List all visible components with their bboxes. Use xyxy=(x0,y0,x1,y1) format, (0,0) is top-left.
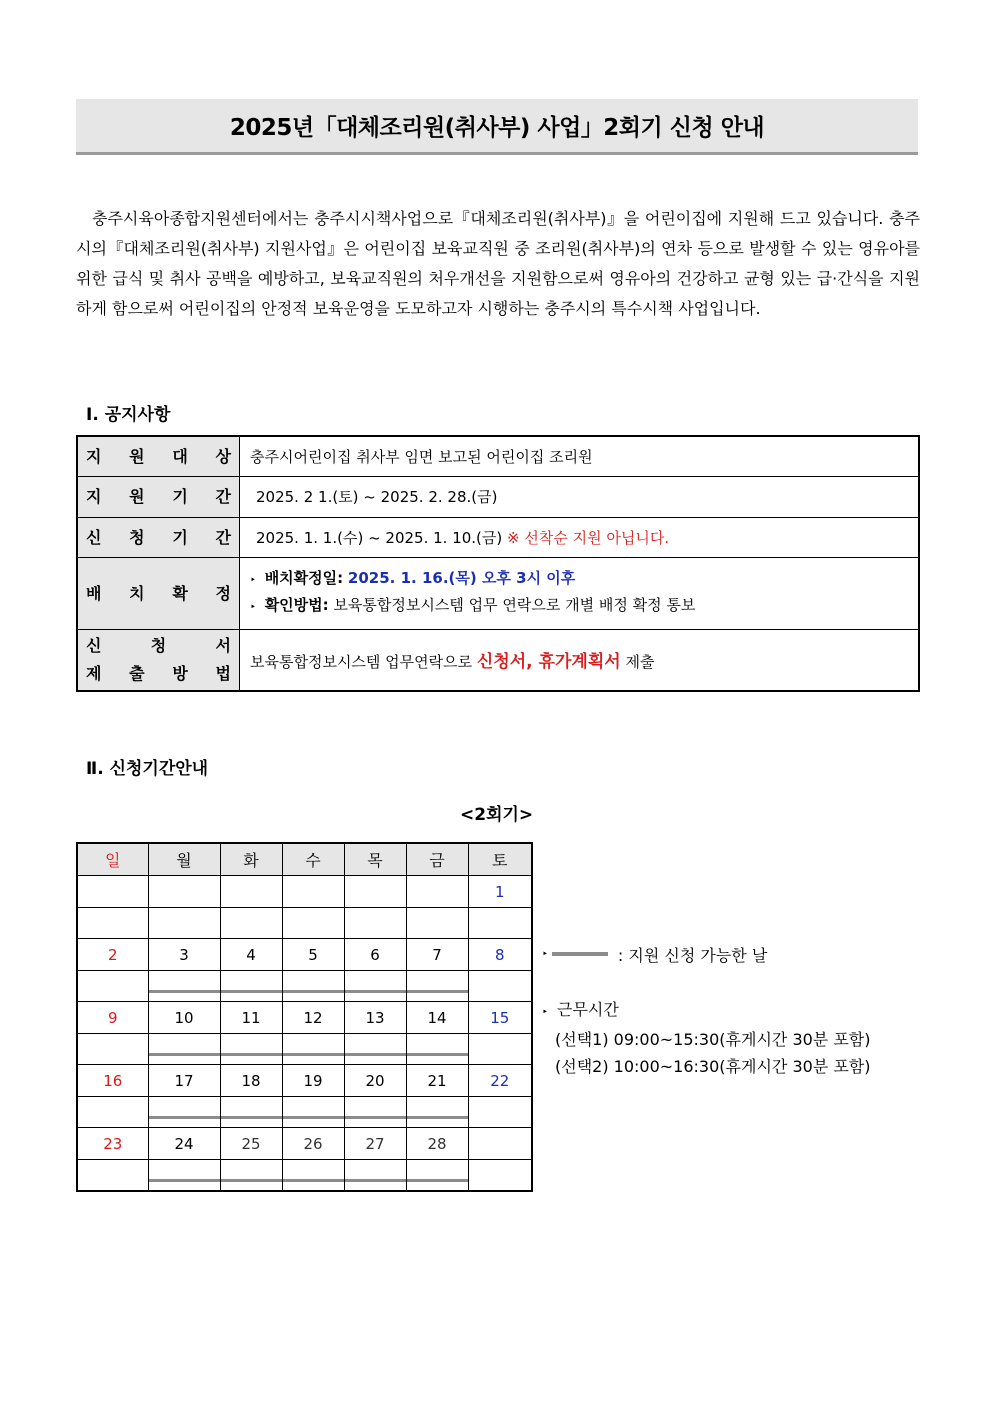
calendar-date-row xyxy=(77,1128,532,1160)
calendar-date-cell xyxy=(406,876,468,908)
submit-prefix: 보육통합정보시스템 업무연락으로 xyxy=(250,653,473,672)
value-submit xyxy=(240,629,920,691)
section-heading-schedule: Ⅱ. 신청기간안내 xyxy=(86,759,209,779)
label-char: 원 xyxy=(129,487,145,506)
calendar-date-cell: 6 xyxy=(344,939,406,971)
calendar-date-cell: 15 xyxy=(468,1002,532,1034)
calendar-mark-cell xyxy=(406,1160,468,1192)
calendar-mark-row xyxy=(77,1160,532,1192)
calendar-date-cell: 27 xyxy=(344,1128,406,1160)
label-char: 기 xyxy=(172,487,188,506)
available-day-line xyxy=(149,1053,220,1056)
calendar-mark-cell xyxy=(344,1160,406,1192)
calendar-mark-cell xyxy=(77,971,148,1002)
calendar-date-cell: 25 xyxy=(220,1128,282,1160)
weekday-header: 수 xyxy=(282,843,344,876)
label-target xyxy=(77,436,240,476)
calendar-mark-cell xyxy=(77,1034,148,1065)
label-char: 대 xyxy=(172,446,188,466)
calendar-date-cell xyxy=(220,876,282,908)
available-day-line xyxy=(149,1116,220,1119)
confirm-method-value: 보육통합정보시스템 업무 연락으로 개별 배정 확정 통보 xyxy=(333,596,696,614)
calendar-caption: <2회기> xyxy=(460,805,534,825)
weekday-header: 금 xyxy=(406,843,468,876)
available-day-line xyxy=(221,1116,282,1119)
weekday-header: 화 xyxy=(220,843,282,876)
available-day-line xyxy=(345,1116,406,1119)
page-title: 2025년「대체조리원(취사부) 사업」2회기 신청 안내 xyxy=(229,115,765,141)
calendar-mark-cell xyxy=(344,1034,406,1065)
label-char: 제 xyxy=(86,663,102,683)
confirm-date-label: 배치확정일: xyxy=(264,569,344,587)
calendar-mark-cell xyxy=(406,971,468,1002)
work-hours-title: 근무시간 xyxy=(557,1000,619,1019)
apply-dates: 2025. 1. 1.(수) ~ 2025. 1. 10.(금) xyxy=(256,528,503,547)
calendar-date-row xyxy=(77,939,532,971)
value-target: 충주시어린이집 취사부 임면 보고된 어린이집 조리원 xyxy=(240,436,920,476)
label-char: 청 xyxy=(129,527,145,547)
calendar-mark-cell xyxy=(468,908,532,939)
notice-row-apply xyxy=(77,517,919,557)
confirm-method-line xyxy=(250,593,908,620)
weekday-header: 월 xyxy=(148,843,220,876)
label-char: 법 xyxy=(215,663,231,683)
bullet-icon: ‣ xyxy=(542,1007,548,1018)
calendar-date-row xyxy=(77,1065,532,1097)
work-option-1: (선택1) 09:00~15:30(휴게시간 30분 포함) xyxy=(555,1030,871,1049)
submit-docs: 신청서, 휴가계획서 xyxy=(476,652,621,673)
available-day-line xyxy=(149,990,220,993)
calendar-date-cell xyxy=(148,876,220,908)
calendar-mark-cell xyxy=(468,971,532,1002)
apply-note: ※ 선착순 지원 아닙니다. xyxy=(507,528,670,547)
calendar-mark-cell xyxy=(220,1034,282,1065)
label-confirm xyxy=(77,557,240,629)
calendar-mark-cell xyxy=(220,1097,282,1128)
notice-row-confirm xyxy=(77,557,919,629)
label-char: 서 xyxy=(215,635,231,655)
legend-line-text: : 지원 신청 가능한 날 xyxy=(617,945,768,965)
title-box xyxy=(76,99,918,155)
value-period: 2025. 2 1.(토) ~ 2025. 2. 28.(금) xyxy=(240,476,920,517)
label-char: 신 xyxy=(86,635,102,655)
legend-line-swatch xyxy=(552,952,608,956)
notice-table xyxy=(76,435,920,692)
calendar-mark-cell xyxy=(148,1034,220,1065)
label-char: 지 xyxy=(86,487,102,506)
label-char: 지 xyxy=(86,446,102,466)
available-day-line xyxy=(407,1053,468,1056)
calendar-date-cell xyxy=(282,876,344,908)
calendar-date-cell: 17 xyxy=(148,1065,220,1097)
label-char: 출 xyxy=(129,663,145,683)
calendar-mark-cell xyxy=(282,971,344,1002)
available-day-line xyxy=(221,1053,282,1056)
calendar-mark-row xyxy=(77,1097,532,1128)
available-day-line xyxy=(345,1179,406,1182)
calendar-date-cell xyxy=(77,876,148,908)
notice-row-period xyxy=(77,476,919,517)
calendar-date-cell: 1 xyxy=(468,876,532,908)
label-char: 정 xyxy=(215,583,231,603)
label-submit xyxy=(77,629,240,691)
calendar-legend xyxy=(542,942,767,966)
bullet-icon: ‣ xyxy=(250,575,256,586)
calendar-date-cell: 19 xyxy=(282,1065,344,1097)
confirm-date-line xyxy=(250,566,908,593)
calendar-date-cell: 5 xyxy=(282,939,344,971)
available-day-line xyxy=(345,990,406,993)
calendar-date-cell xyxy=(344,876,406,908)
work-option-2: (선택2) 10:00~16:30(휴게시간 30분 포함) xyxy=(555,1057,871,1076)
calendar-mark-row xyxy=(77,908,532,939)
calendar-date-cell: 11 xyxy=(220,1002,282,1034)
label-char: 신 xyxy=(86,527,102,547)
calendar-mark-cell xyxy=(77,1097,148,1128)
confirm-method-label: 확인방법: xyxy=(264,596,329,614)
calendar-date-cell: 13 xyxy=(344,1002,406,1034)
value-confirm xyxy=(240,557,920,629)
label-char: 상 xyxy=(215,446,231,466)
submit-suffix: 제출 xyxy=(625,653,655,672)
weekday-header: 일 xyxy=(77,843,148,876)
calendar-date-cell: 28 xyxy=(406,1128,468,1160)
calendar-date-cell: 3 xyxy=(148,939,220,971)
calendar-date-cell: 26 xyxy=(282,1128,344,1160)
calendar-date-cell: 18 xyxy=(220,1065,282,1097)
label-char: 청 xyxy=(150,635,167,655)
calendar-mark-row xyxy=(77,971,532,1002)
calendar-date-cell: 23 xyxy=(77,1128,148,1160)
calendar-date-cell: 10 xyxy=(148,1002,220,1034)
calendar-date-cell: 4 xyxy=(220,939,282,971)
calendar-mark-row xyxy=(77,1034,532,1065)
calendar-mark-cell xyxy=(282,1097,344,1128)
calendar-mark-cell xyxy=(468,1034,532,1065)
weekday-header: 목 xyxy=(344,843,406,876)
calendar-mark-cell xyxy=(406,1097,468,1128)
available-day-line xyxy=(345,1053,406,1056)
label-period xyxy=(77,476,240,517)
calendar-mark-cell xyxy=(220,1160,282,1192)
calendar-date-row xyxy=(77,876,532,908)
calendar-mark-cell xyxy=(77,1160,148,1192)
section-heading-notice: Ⅰ. 공지사항 xyxy=(86,405,171,425)
calendar-mark-cell xyxy=(282,1160,344,1192)
calendar-date-cell: 20 xyxy=(344,1065,406,1097)
calendar-mark-cell xyxy=(344,1097,406,1128)
confirm-date-value: 2025. 1. 16.(목) 오후 3시 이후 xyxy=(347,569,576,587)
calendar-date-cell: 24 xyxy=(148,1128,220,1160)
calendar-date-cell: 22 xyxy=(468,1065,532,1097)
work-hours xyxy=(542,996,871,1080)
bullet-icon: ‣ xyxy=(250,602,256,613)
intro-paragraph xyxy=(76,204,920,324)
available-day-line xyxy=(407,990,468,993)
calendar-mark-cell xyxy=(406,908,468,939)
calendar-mark-cell xyxy=(77,908,148,939)
calendar-date-cell: 16 xyxy=(77,1065,148,1097)
label-char: 배 xyxy=(86,583,102,603)
calendar-mark-cell xyxy=(220,908,282,939)
calendar-mark-cell xyxy=(282,908,344,939)
label-char: 간 xyxy=(215,487,231,506)
calendar-date-cell: 21 xyxy=(406,1065,468,1097)
available-day-line xyxy=(407,1179,468,1182)
calendar-mark-cell xyxy=(148,1097,220,1128)
calendar-date-cell: 8 xyxy=(468,939,532,971)
available-day-line xyxy=(407,1116,468,1119)
bullet-icon: ‣ xyxy=(542,948,548,960)
calendar-table xyxy=(76,842,533,1192)
notice-row-submit xyxy=(77,629,919,691)
calendar-mark-cell xyxy=(148,971,220,1002)
available-day-line xyxy=(221,1179,282,1182)
available-day-line xyxy=(283,1116,344,1119)
value-apply xyxy=(240,517,920,557)
label-char: 방 xyxy=(172,663,188,683)
calendar-date-cell xyxy=(468,1128,532,1160)
notice-row-target xyxy=(77,436,919,476)
intro-text: 충주시육아종합지원센터에서는 충주시시책사업으로『대체조리원(취사부)』을 어린이집에 지원해 드고 있습니다. 충주시의『대체조리원(취사부) 지원사업』은 어린이집 보육교직원 중 조리원(취사부)의 연차 등으로 발생할 수 있는 영유아를 위한 급식 및 취사 공백을 예방하고, 보육교직원의 처우개선을 지원함으로써 영유아의 건강하고 균형 있는 급·간식을 지원하게 함으로써 어린이집의 안정적 보육운영을 도모하고자 시행하는 충주시의 특수시책 사업입니다. xyxy=(76,209,920,318)
calendar-mark-cell xyxy=(406,1034,468,1065)
available-day-line xyxy=(149,1179,220,1182)
calendar-mark-cell xyxy=(344,971,406,1002)
calendar-header-row xyxy=(77,843,532,876)
calendar-mark-cell xyxy=(282,1034,344,1065)
calendar-mark-cell xyxy=(468,1160,532,1192)
label-char: 간 xyxy=(215,527,231,547)
available-day-line xyxy=(221,990,282,993)
label-char: 확 xyxy=(172,583,188,603)
label-char: 치 xyxy=(129,583,145,603)
calendar-mark-cell xyxy=(220,971,282,1002)
calendar-date-cell: 14 xyxy=(406,1002,468,1034)
calendar-date-cell: 2 xyxy=(77,939,148,971)
calendar-mark-cell xyxy=(468,1097,532,1128)
calendar-mark-cell xyxy=(148,908,220,939)
available-day-line xyxy=(283,990,344,993)
label-apply xyxy=(77,517,240,557)
weekday-header: 토 xyxy=(468,843,532,876)
available-day-line xyxy=(283,1053,344,1056)
calendar-date-cell: 7 xyxy=(406,939,468,971)
label-char: 기 xyxy=(172,527,188,547)
available-day-line xyxy=(283,1179,344,1182)
label-char: 원 xyxy=(129,446,145,466)
calendar-mark-cell xyxy=(148,1160,220,1192)
calendar-mark-cell xyxy=(344,908,406,939)
calendar-date-cell: 9 xyxy=(77,1002,148,1034)
calendar-date-row xyxy=(77,1002,532,1034)
calendar-date-cell: 12 xyxy=(282,1002,344,1034)
